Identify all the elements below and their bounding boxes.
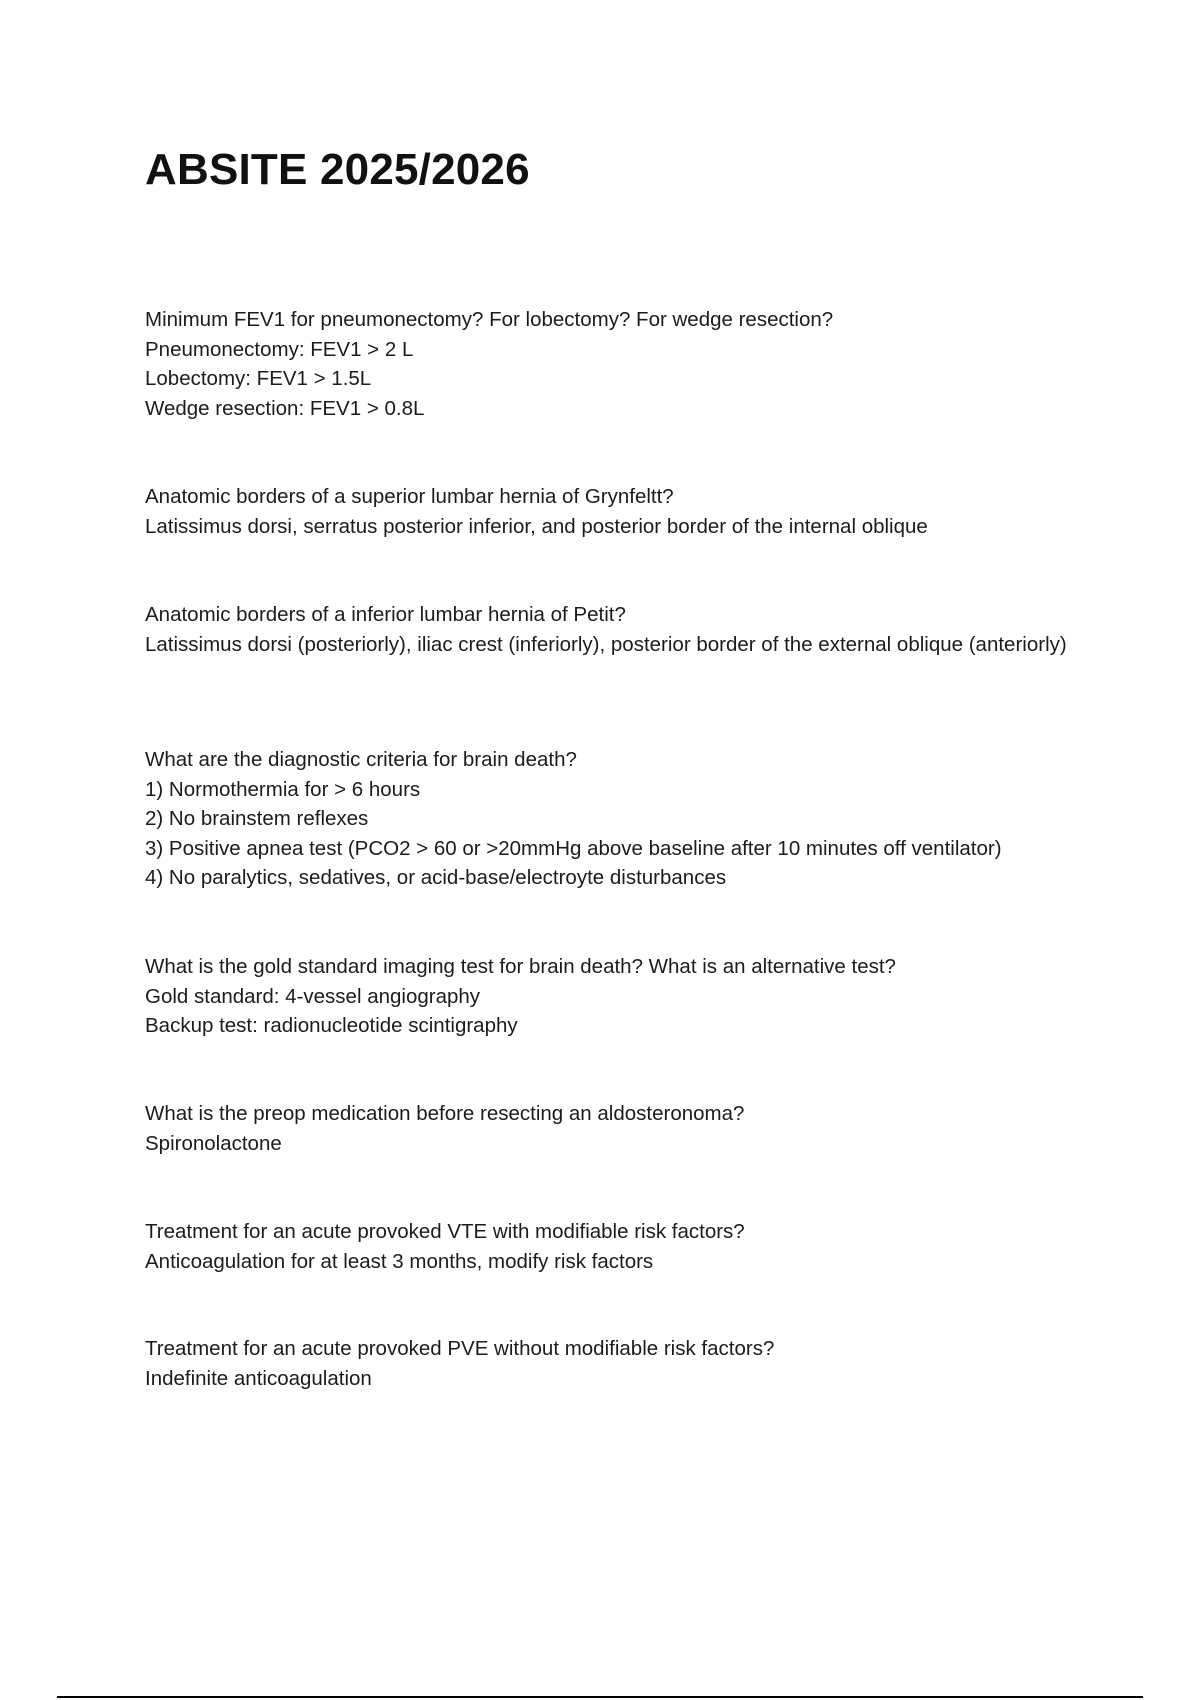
question-text: What is the preop medication before resecting an aldosteronoma? [145,1102,745,1125]
answer-line: Anticoagulation for at least 3 months, modify risk factors [145,1249,654,1273]
qa-item-brain-death-criteria [145,745,1095,893]
qa-item-fev1 [145,305,1095,423]
answer-line: Gold standard: 4-vessel angiography [145,984,481,1008]
qa-item-pve-non-modifiable [145,1334,1095,1393]
question-text: Anatomic borders of a superior lumbar hernia of Grynfeltt? [145,485,674,508]
question-text: Treatment for an acute provoked PVE without modifiable risk factors? [145,1337,775,1360]
answer-line: Wedge resection: FEV1 > 0.8L [145,396,425,420]
qa-item-grynfeltt [145,482,1095,541]
question-text: Treatment for an acute provoked VTE with modifiable risk factors? [145,1220,745,1243]
page-title: ABSITE 2025/2026 [145,145,530,194]
answer-line: 3) Positive apnea test (PCO2 > 60 or >20mmHg above baseline after 10 minutes off ventilator) [145,836,1002,860]
answer-line: Lobectomy: FEV1 > 1.5L [145,367,372,390]
answer-line: Indefinite anticoagulation [145,1366,372,1390]
qa-item-aldosteronoma [145,1099,1095,1158]
answer-line: Backup test: radionucleotide scintigraphy [145,1014,518,1037]
answer-line: Pneumonectomy: FEV1 > 2 L [145,337,414,361]
answer-line: Spironolactone [145,1131,282,1155]
question-text: Anatomic borders of a inferior lumbar hernia of Petit? [145,603,626,626]
qa-item-petit [145,600,1095,659]
answer-line: Latissimus dorsi, serratus posterior inferior, and posterior border of the internal oblique [145,514,928,538]
question-text: What is the gold standard imaging test for brain death? What is an alternative test? [145,955,896,978]
answer-line: 2) No brainstem reflexes [145,807,369,830]
answer-line: 1) Normothermia for > 6 hours [145,777,421,801]
question-text: What are the diagnostic criteria for brain death? [145,748,577,771]
footer-divider [57,1696,1143,1698]
answer-line: 4) No paralytics, sedatives, or acid-base/electroyte disturbances [145,866,727,889]
question-text: Minimum FEV1 for pneumonectomy? For lobectomy? For wedge resection? [145,308,834,331]
answer-line: Latissimus dorsi (posteriorly), iliac crest (inferiorly), posterior border of the external oblique (anteriorly) [145,632,1067,656]
qa-item-vte-modifiable [145,1217,1095,1276]
qa-item-brain-death-imaging [145,952,1095,1041]
